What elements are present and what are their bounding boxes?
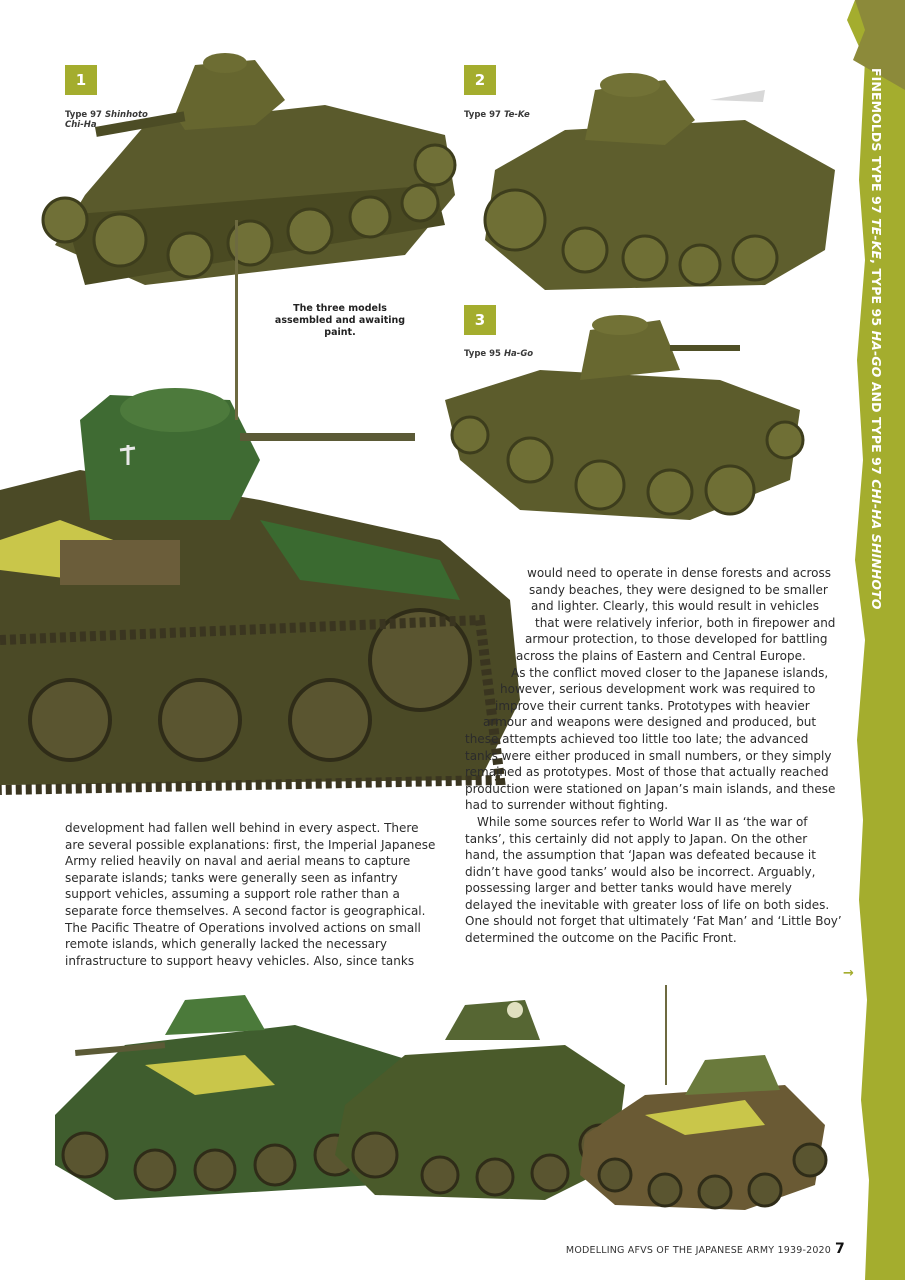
text-line: remote islands, which generally lacked the necessary	[65, 937, 387, 952]
text-line: and lighter. Clearly, this would result in vehicles	[531, 599, 820, 614]
text-line: these attempts achieved too little too late; the advanced	[465, 731, 809, 746]
text-line: across the plains of Eastern and Central Europe.	[516, 648, 806, 663]
footer-title: MODELLING AFVS OF THE JAPANESE ARMY 1939-2020	[565, 1245, 832, 1256]
photo-2-number: 2	[464, 65, 496, 95]
text-line: separate islands; tanks were generally seen as infantry	[65, 870, 398, 885]
page-number: 7	[835, 1241, 845, 1257]
photo-1-caption: Type 97 Shinhoto Chi-Ha	[65, 110, 148, 130]
text-line: determined the outcome on the Pacific Front.	[465, 931, 737, 946]
text-line: remained as prototypes. Most of those that actually reached	[465, 765, 829, 780]
photo-2-caption: Type 97 Te-Ke	[464, 110, 530, 120]
text-line: armour and weapons were designed and produced, but	[483, 715, 817, 730]
caption-assembled: The three models assembled and awaiting paint.	[274, 303, 406, 338]
photo-ha-go-painted	[0, 220, 530, 800]
text-line: tanks’, this certainly did not apply to Japan. On the other	[465, 831, 808, 846]
text-line: Army relied heavily on naval and aerial means to capture	[65, 854, 411, 869]
text-line: support vehicles, assuming a support role rather than a	[65, 887, 400, 902]
text-line: infrastructure to support heavy vehicles. Also, since tanks	[65, 953, 415, 968]
text-line: that were relatively inferior, both in firepower and	[535, 615, 836, 630]
photo-1-number: 1	[65, 65, 97, 95]
text-line: are several possible explanations: first, the Imperial Japanese	[65, 837, 436, 852]
text-line: didn’t have good tanks’ would also be incorrect. Arguably,	[465, 864, 816, 879]
text-line: tanks were either produced in small numbers, or they simply	[465, 748, 832, 763]
text-line: improve their current tanks. Prototypes with heavier	[495, 698, 810, 713]
text-line: possessing larger and better tanks would have merely	[465, 881, 792, 896]
photo-3-caption: Type 95 Ha-Go	[464, 349, 534, 359]
page-footer	[566, 1241, 845, 1257]
text-line: armour protection, to those developed for battling	[525, 632, 828, 647]
photo-three-painted-tanks	[45, 985, 835, 1220]
body-right	[465, 565, 842, 947]
side-title: FINEMOLDS TYPE 97 TE-KE, TYPE 95 HA-GO AND TYPE 97 CHI-HA SHINHOTO	[869, 68, 884, 610]
text-line: however, serious development work was required to	[500, 682, 816, 697]
text-line: One should not forget that ultimately ‘Fat Man’ and ‘Little Boy’	[465, 914, 842, 929]
text-line: sandy beaches, they were designed to be smaller	[529, 582, 828, 597]
text-line: The Pacific Theatre of Operations involved actions on small	[65, 920, 421, 935]
text-line: had to surrender without fighting.	[465, 798, 669, 813]
continue-arrow-icon: →	[843, 966, 854, 981]
text-line: As the conflict moved closer to the Japanese islands,	[511, 665, 829, 680]
text-line: hand, the assumption that ‘Japan was defeated because it	[465, 848, 816, 863]
text-line: production were stationed on Japan’s main islands, and these	[465, 781, 836, 796]
photo-3-number: 3	[464, 305, 496, 335]
text-line: separate force themselves. A second factor is geographical.	[65, 903, 426, 918]
text-line: would need to operate in dense forests and across	[527, 566, 832, 580]
body-left	[65, 820, 435, 969]
text-line: While some sources refer to World War II as ‘the war of	[477, 814, 808, 829]
text-line: development had fallen well behind in every aspect. There	[65, 821, 419, 835]
text-line: delayed the inevitable with greater loss of life on both sides.	[465, 897, 830, 912]
